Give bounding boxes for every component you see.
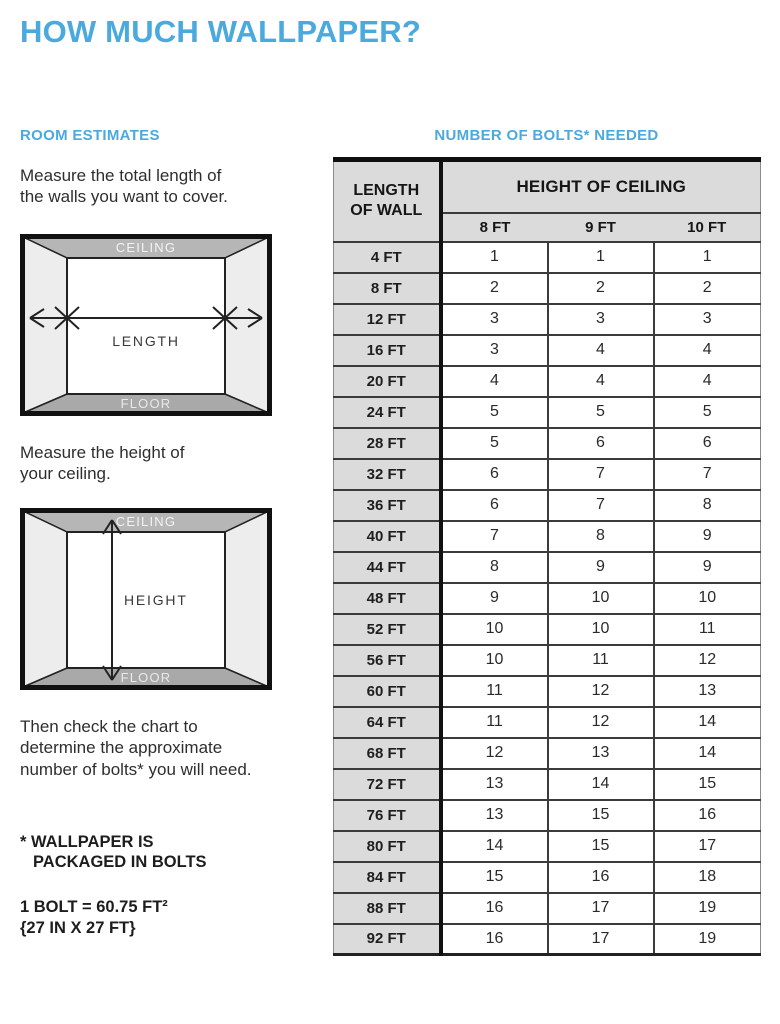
bolts-value-cell: 15	[548, 831, 654, 862]
room-length-diagram	[20, 234, 272, 416]
bolts-value-cell: 5	[654, 397, 761, 428]
instruction-line: Then check the chart to	[20, 717, 198, 736]
bolts-value-cell: 2	[548, 273, 654, 304]
bolts-value-cell: 17	[548, 924, 654, 955]
ceiling-label: CEILING	[115, 514, 177, 529]
instruction-length	[20, 165, 280, 208]
instruction-line: number of bolts* you will need.	[20, 759, 252, 779]
wall-length-cell: 48 FT	[334, 583, 441, 614]
instruction-line: determine the approximate	[20, 738, 223, 758]
bolts-value-cell: 11	[441, 707, 548, 738]
bolts-value-cell: 10	[441, 645, 548, 676]
bolts-value-cell: 12	[441, 738, 548, 769]
wall-length-cell: 24 FT	[334, 397, 441, 428]
bolts-value-cell: 2	[441, 273, 548, 304]
bolts-value-cell: 6	[654, 428, 761, 459]
table-row	[334, 614, 761, 645]
table-row	[334, 769, 761, 800]
table-row	[334, 645, 761, 676]
wall-length-cell: 76 FT	[334, 800, 441, 831]
footnote-line: * WALLPAPER IS	[20, 832, 154, 851]
wall-length-cell: 8 FT	[334, 273, 441, 304]
bolts-value-cell: 16	[441, 924, 548, 955]
wall-length-cell: 28 FT	[334, 428, 441, 459]
ceiling-8ft-header: 8 FT	[441, 213, 548, 242]
bolts-value-cell: 10	[654, 583, 761, 614]
bolts-value-cell: 11	[548, 645, 654, 676]
header-line: OF WALL	[350, 202, 423, 220]
wall-length-cell: 40 FT	[334, 521, 441, 552]
bolts-value-cell: 7	[548, 490, 654, 521]
bolts-value-cell: 16	[654, 800, 761, 831]
height-label: HEIGHT	[124, 592, 188, 608]
bolts-value-cell: 15	[548, 800, 654, 831]
table-row	[334, 335, 761, 366]
room-estimates-section	[20, 128, 280, 940]
table-row	[334, 490, 761, 521]
bolts-value-cell: 11	[441, 676, 548, 707]
bolts-value-cell: 12	[654, 645, 761, 676]
height-of-ceiling-header: HEIGHT OF CEILING	[441, 160, 761, 213]
wall-length-cell: 68 FT	[334, 738, 441, 769]
bolts-table	[333, 157, 761, 956]
table-row	[334, 397, 761, 428]
bolts-value-cell: 3	[654, 304, 761, 335]
wall-length-cell: 4 FT	[334, 242, 441, 273]
bolts-value-cell: 4	[441, 366, 548, 397]
wall-length-cell: 56 FT	[334, 645, 441, 676]
bolts-value-cell: 5	[548, 397, 654, 428]
bolts-value-cell: 1	[548, 242, 654, 273]
bolts-value-cell: 6	[441, 490, 548, 521]
length-label: LENGTH	[112, 332, 180, 349]
length-of-wall-header	[334, 160, 441, 242]
table-row	[334, 304, 761, 335]
bolts-value-cell: 9	[654, 552, 761, 583]
bolts-table-heading: NUMBER OF BOLTS* NEEDED	[434, 127, 659, 144]
bolts-value-cell: 14	[654, 738, 761, 769]
ceiling-label: CEILING	[115, 239, 177, 255]
bolts-value-cell: 9	[654, 521, 761, 552]
bolts-value-cell: 8	[654, 490, 761, 521]
bolts-value-cell: 3	[441, 304, 548, 335]
bolts-value-cell: 12	[548, 707, 654, 738]
bolts-value-cell: 18	[654, 862, 761, 893]
wall-length-cell: 32 FT	[334, 459, 441, 490]
bolts-value-cell: 3	[441, 335, 548, 366]
wall-length-cell: 72 FT	[334, 769, 441, 800]
ceiling-10ft-header: 10 FT	[654, 213, 761, 242]
bolts-value-cell: 9	[441, 583, 548, 614]
bolts-value-cell: 8	[441, 552, 548, 583]
table-row	[334, 831, 761, 862]
bolts-value-cell: 17	[548, 893, 654, 924]
wall-length-cell: 20 FT	[334, 366, 441, 397]
table-row	[334, 862, 761, 893]
bolts-value-cell: 7	[441, 521, 548, 552]
bolts-value-cell: 16	[548, 862, 654, 893]
wall-length-cell: 36 FT	[334, 490, 441, 521]
left-wall	[23, 511, 67, 687]
bolts-value-cell: 4	[654, 366, 761, 397]
bolts-value-cell: 3	[548, 304, 654, 335]
bolts-value-cell: 10	[548, 614, 654, 645]
bolts-value-cell: 5	[441, 428, 548, 459]
bolt-size-info	[20, 897, 280, 940]
bolts-value-cell: 6	[441, 459, 548, 490]
wall-length-cell: 84 FT	[334, 862, 441, 893]
bolts-value-cell: 13	[654, 676, 761, 707]
bolts-value-cell: 8	[548, 521, 654, 552]
bolts-value-cell: 15	[654, 769, 761, 800]
floor-label: FLOOR	[120, 395, 172, 411]
instruction-height	[20, 442, 280, 485]
bolts-table-header	[334, 160, 761, 242]
bolts-value-cell: 11	[654, 614, 761, 645]
bolts-value-cell: 1	[441, 242, 548, 273]
table-row	[334, 707, 761, 738]
table-row	[334, 459, 761, 490]
page-title: HOW MUCH WALLPAPER?	[20, 14, 422, 49]
footnote-line: PACKAGED IN BOLTS	[33, 853, 207, 872]
table-row	[334, 552, 761, 583]
instruction-line: the walls you want to cover.	[20, 187, 228, 207]
bolts-value-cell: 14	[441, 831, 548, 862]
bolts-value-cell: 2	[654, 273, 761, 304]
bolts-value-cell: 1	[654, 242, 761, 273]
instruction-line: Measure the total length of	[20, 166, 222, 185]
table-row	[334, 676, 761, 707]
bolt-info-line: 1 BOLT = 60.75 FT²	[20, 898, 168, 916]
table-row	[334, 242, 761, 273]
table-row	[334, 800, 761, 831]
bolts-value-cell: 19	[654, 893, 761, 924]
bolts-value-cell: 15	[441, 862, 548, 893]
header-line: LENGTH	[353, 182, 420, 200]
table-row	[334, 893, 761, 924]
bolts-needed-section	[333, 128, 760, 956]
bolts-value-cell: 7	[548, 459, 654, 490]
bolts-value-cell: 10	[441, 614, 548, 645]
bolt-info-line: {27 IN X 27 FT}	[20, 919, 136, 938]
bolts-value-cell: 5	[441, 397, 548, 428]
table-row	[334, 583, 761, 614]
wall-length-cell: 64 FT	[334, 707, 441, 738]
right-wall	[225, 511, 269, 687]
bolts-value-cell: 4	[548, 366, 654, 397]
bolts-value-cell: 10	[548, 583, 654, 614]
wall-length-cell: 16 FT	[334, 335, 441, 366]
bolts-value-cell: 16	[441, 893, 548, 924]
table-row	[334, 738, 761, 769]
bolts-value-cell: 14	[548, 769, 654, 800]
bolts-value-cell: 14	[654, 707, 761, 738]
bolts-value-cell: 19	[654, 924, 761, 955]
instruction-chart	[20, 716, 280, 780]
wall-length-cell: 52 FT	[334, 614, 441, 645]
wallpaper-bolts-footnote	[20, 832, 280, 873]
bolts-table-body	[334, 242, 761, 955]
bolts-value-cell: 13	[441, 769, 548, 800]
bolts-value-cell: 7	[654, 459, 761, 490]
ceiling-9ft-header: 9 FT	[548, 213, 654, 242]
table-row	[334, 428, 761, 459]
instruction-line: Measure the height of	[20, 442, 185, 462]
wall-length-cell: 60 FT	[334, 676, 441, 707]
floor-label: FLOOR	[120, 670, 172, 685]
room-height-diagram	[20, 508, 272, 690]
wall-length-cell: 12 FT	[334, 304, 441, 335]
bolts-value-cell: 17	[654, 831, 761, 862]
room-estimates-heading: ROOM ESTIMATES	[20, 127, 160, 144]
bolts-value-cell: 6	[548, 428, 654, 459]
back-wall	[67, 258, 225, 394]
bolts-value-cell: 12	[548, 676, 654, 707]
table-row	[334, 924, 761, 955]
bolts-value-cell: 4	[654, 335, 761, 366]
table-row	[334, 273, 761, 304]
bolts-value-cell: 13	[441, 800, 548, 831]
wall-length-cell: 88 FT	[334, 893, 441, 924]
instruction-line: your ceiling.	[20, 463, 111, 483]
wall-length-cell: 44 FT	[334, 552, 441, 583]
wall-length-cell: 80 FT	[334, 831, 441, 862]
table-row	[334, 521, 761, 552]
table-row	[334, 366, 761, 397]
bolts-value-cell: 13	[548, 738, 654, 769]
bolts-value-cell: 9	[548, 552, 654, 583]
wall-length-cell: 92 FT	[334, 924, 441, 955]
bolts-value-cell: 4	[548, 335, 654, 366]
